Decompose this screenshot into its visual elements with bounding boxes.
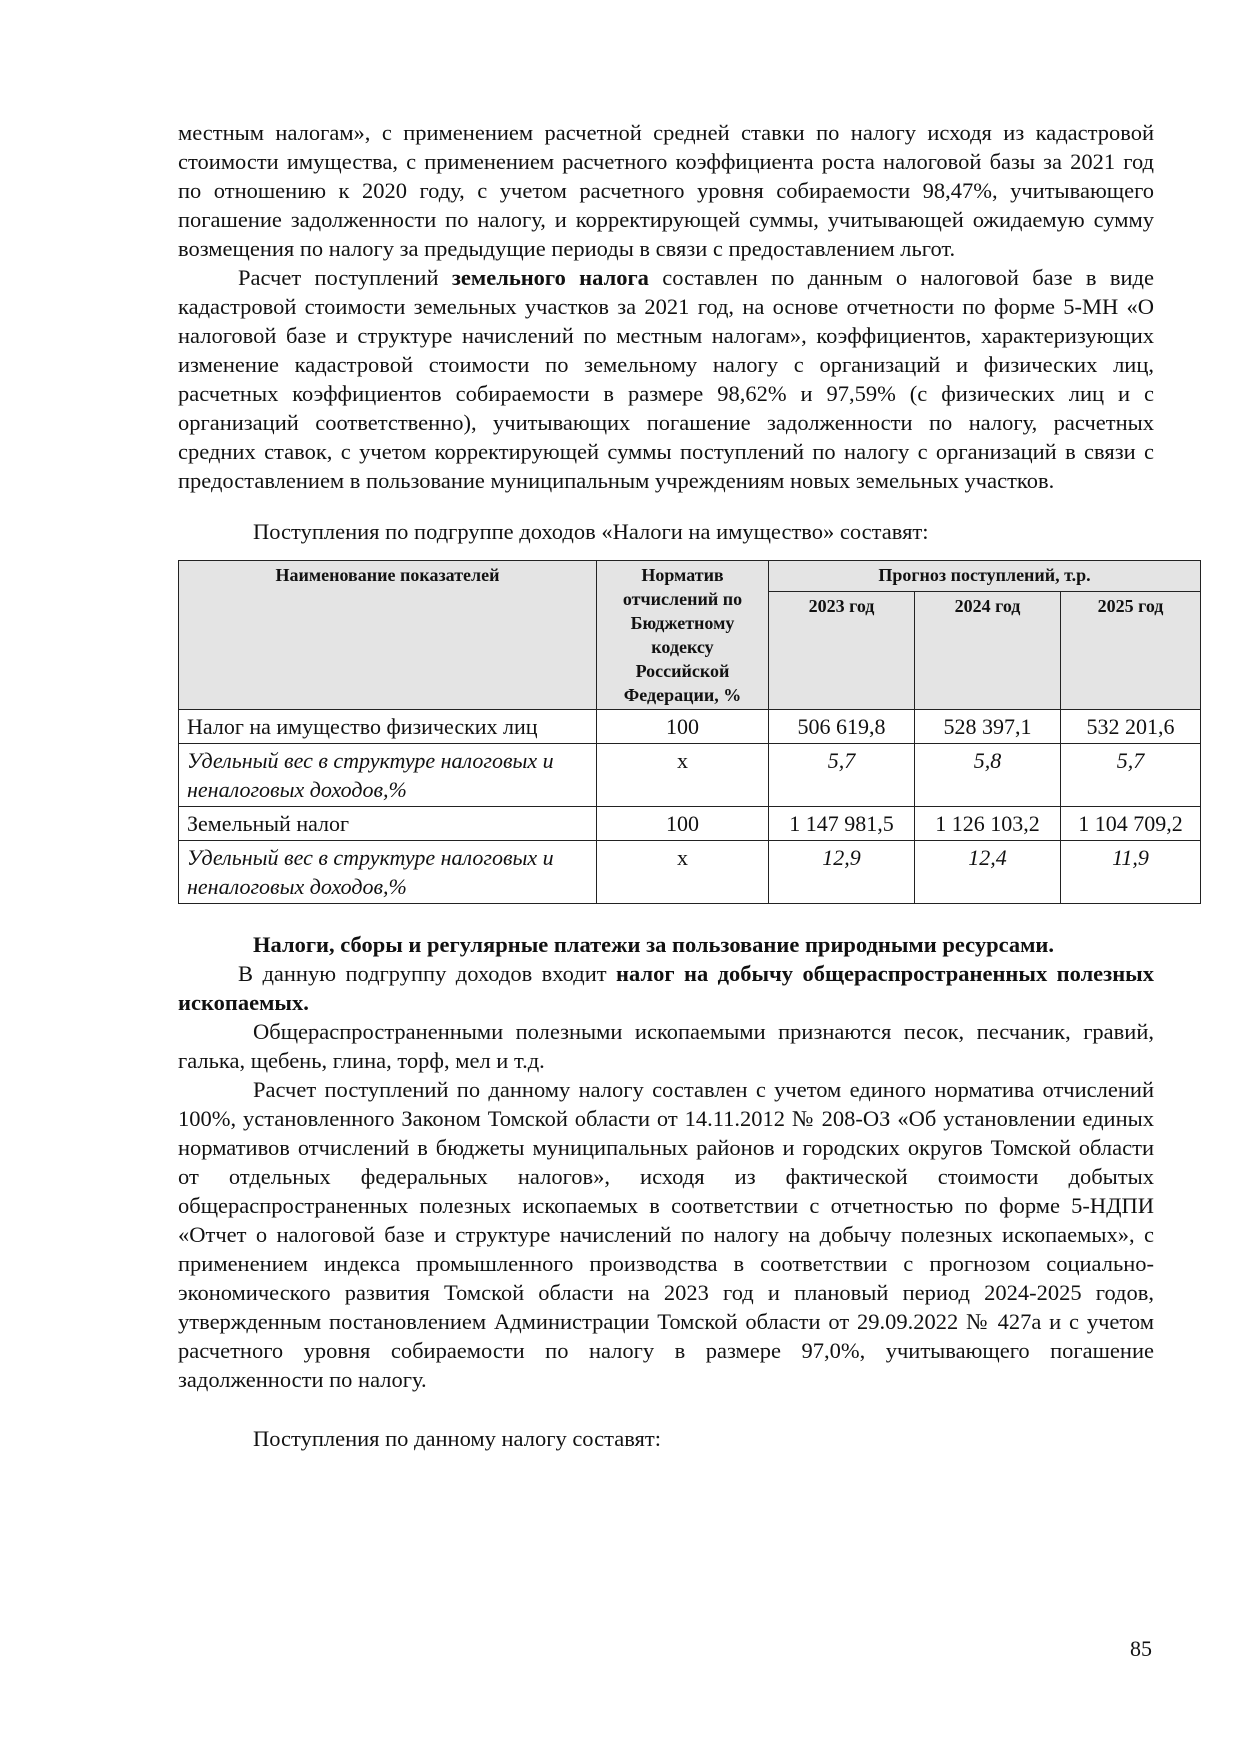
header-year-2023: 2023 год: [769, 592, 915, 710]
section-heading: Налоги, сборы и регулярные платежи за пользование природными ресурсами.: [253, 932, 1055, 957]
row-value-2024: 5,8: [915, 744, 1061, 807]
row-norm: 100: [597, 710, 769, 744]
bold-term: земельного налога: [451, 265, 649, 290]
text-span: В данную подгруппу доходов входит: [238, 961, 617, 986]
document-page: [178, 118, 1183, 1453]
table-row: [179, 744, 1201, 807]
text-span: Расчет поступлений по данному налогу составлен с учетом единого норматива отчислений 100%, установленного Законом Томской области от 14.11.2012 № 208-ОЗ «Об установлении единых нормативов отчислений в бюджеты муниципальных районов и городских округов Томской области от отдельных федеральных налогов», исходя из фактической стоимости добытых общераспространенных полезных ископаемых в соответствии с отчетностью по форме 5-НДПИ «Отчет о налоговой базе и структуре начислений по налогу на добычу полезных ископаемых»: [178, 1077, 1154, 1247]
property-tax-table: [178, 560, 1201, 904]
paragraph: [178, 959, 1154, 1017]
row-value-2024: 1 126 103,2: [915, 807, 1061, 841]
text-span: Расчет поступлений: [238, 265, 452, 290]
paragraph-calculation: [178, 1075, 1154, 1394]
bold-term: налог на добычу общераспространенных полезных ископаемых.: [178, 961, 1154, 1015]
text-span: , с применением индекса промышленного производства в соответствии с прогнозом социально-экономического развития Томской области на 2023 год и плановый период 2024-2025 годов, утвержденным постановлением Администрации Томской области от 29.09.2022 № 427а и с учетом расчетного уровня собираемости по налогу в размере 97,0%, учитывающего погашение задолженности по налогу.: [178, 1222, 1154, 1392]
row-value-2024: 12,4: [915, 841, 1061, 904]
header-year-2025: 2025 год: [1061, 592, 1201, 710]
row-value-2023: 1 147 981,5: [769, 807, 915, 841]
row-norm: 100: [597, 807, 769, 841]
header-name: Наименование показателей: [179, 561, 597, 710]
header-forecast: Прогноз поступлений, т.р.: [769, 561, 1201, 592]
row-value-2025: 532 201,6: [1061, 710, 1201, 744]
row-value-2025: 1 104 709,2: [1061, 807, 1201, 841]
row-name: Земельный налог: [179, 807, 597, 841]
row-value-2023: 506 619,8: [769, 710, 915, 744]
table-row: [179, 841, 1201, 904]
row-norm: х: [597, 841, 769, 904]
row-norm: х: [597, 744, 769, 807]
header-year-2024: 2024 год: [915, 592, 1061, 710]
row-value-2023: 5,7: [769, 744, 915, 807]
row-value-2025: 5,7: [1061, 744, 1201, 807]
row-name: Удельный вес в структуре налоговых и неналоговых доходов,%: [179, 841, 597, 904]
paragraph: местным налогам», с применением расчетной средней ставки по налогу исходя из кадастровой стоимости имущества, с применением расчетного коэффициента роста налоговой базы за 2021 год по отношению к 2020 году, с учетом расчетного уровня собираемости 98,47%, учитывающего погашение задолженности по налогу, и корректирующей суммы, учитывающей ожидаемую сумму возмещения по налогу за предыдущие периоды в связи с предоставлением льгот.: [178, 120, 1154, 261]
table-row: [179, 710, 1201, 744]
row-value-2025: 11,9: [1061, 841, 1201, 904]
table-row: [179, 807, 1201, 841]
page-number: 85: [1130, 1636, 1152, 1661]
row-name: Налог на имущество физических лиц: [179, 710, 597, 744]
table-intro: Поступления по подгруппе доходов «Налоги на имущество» составят:: [253, 519, 929, 544]
paragraph-land-tax: [178, 263, 1154, 495]
row-name: Удельный вес в структуре налоговых и неналоговых доходов,%: [179, 744, 597, 807]
paragraph: Общераспространенными полезными ископаемыми признаются песок, песчаник, гравий, галька, щебень, глина, торф, мел и т.д.: [178, 1019, 1154, 1073]
row-value-2023: 12,9: [769, 841, 915, 904]
closing-line: Поступления по данному налогу составят:: [253, 1426, 661, 1451]
text-span: составлен по данным о налоговой базе в виде кадастровой стоимости земельных участков за 2021 год, на основе отчетности по форме 5-МН «О налоговой базе и структуре начислений по местным налогам», коэффициентов, характеризующих изменение кадастровой стоимости по земельному налогу с организаций и физических лиц, расчетных коэффициентов собираемости в размере 98,62% и 97,59% (с физических лиц и с организаций соответственно), учитывающих погашение задолженности по налогу, расчетных средних ставок, с учетом корректирующей суммы поступлений по налогу с организаций в связи с предоставлением в пользование муниципальным учреждениям новых земельных участков.: [178, 265, 1154, 493]
header-norm: Норматив отчислений по Бюджетному кодексу Российской Федерации, %: [597, 561, 769, 710]
row-value-2024: 528 397,1: [915, 710, 1061, 744]
